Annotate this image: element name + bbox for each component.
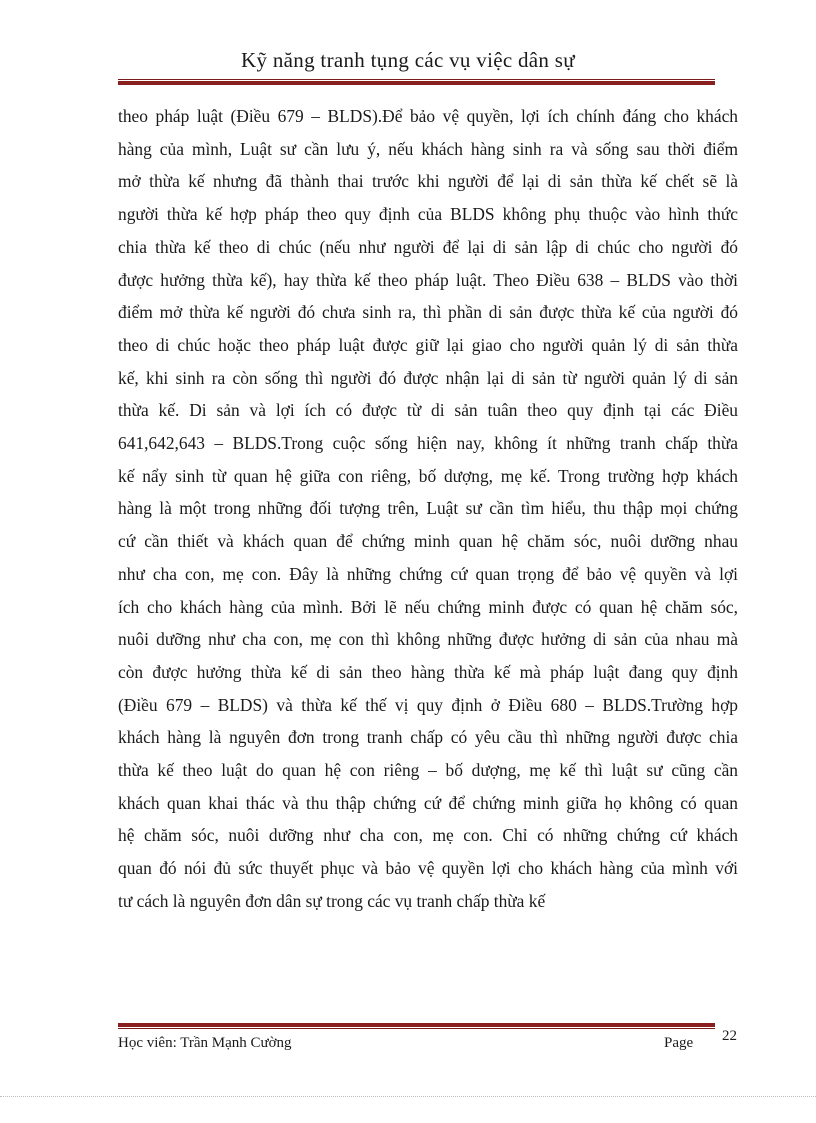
footer-page-label: Page (664, 1035, 694, 1051)
body-line: nuôi dưỡng như cha con, mẹ con thì không những được hưởng di sản của nhau mà (118, 629, 738, 650)
body-line: hệ chăm sóc, nuôi dưỡng như cha con, mẹ con. Chỉ có những chứng cứ khách (118, 825, 738, 846)
body-line: như cha con, mẹ con. Đây là những chứng cứ quan trọng để bảo vệ quyền và lợi (118, 563, 738, 584)
body-line: tư cách là nguyên đơn dân sự trong các vụ tranh chấp thừa kế (118, 890, 546, 911)
body-line: quan đó nói đủ sức thuyết phục và bảo vệ quyền lợi cho khách hàng của mình với (118, 858, 738, 879)
body-line: khách hàng là nguyên đơn trong tranh chấp có yêu cầu thì những người được chia (118, 727, 738, 748)
body-line: (Điều 679 – BLDS) và thừa kế thế vị quy định ở Điều 680 – BLDS.Trường hợp (118, 694, 738, 715)
body-line: kế nẩy sinh từ quan hệ giữa con riêng, bố dượng, mẹ kế. Trong trường hợp khách (118, 465, 738, 486)
body-line: cứ cần thiết và khách quan để chứng minh quan hệ chăm sóc, nuôi dưỡng nhau (118, 531, 738, 552)
page-header-title: Kỹ năng tranh tụng các vụ việc dân sự (241, 48, 575, 72)
footer-page-number: 22 (722, 1028, 737, 1044)
body-line: được hưởng thừa kế), hay thừa kế theo pháp luật. Theo Điều 638 – BLDS vào thời (118, 269, 738, 290)
document-body (118, 100, 738, 918)
footer-divider-thick (118, 1023, 715, 1027)
body-line: theo di chúc hoặc theo pháp luật được giữ lại giao cho người quản lý di sản thừa (118, 334, 738, 355)
body-line: chia thừa kế theo di chúc (nếu như người để lại di sản lập di chúc cho người đó (118, 236, 738, 257)
body-line: thừa kế theo luật do quan hệ con riêng – bố dượng, mẹ kế thì luật sư cũng cần (118, 760, 738, 781)
body-line: 641,642,643 – BLDS.Trong cuộc sống hiện nay, không ít những tranh chấp thừa (118, 433, 738, 454)
body-line: còn được hưởng thừa kế di sản theo hàng thừa kế mà pháp luật đang quy định (118, 661, 738, 682)
page-bottom-boundary (0, 1096, 816, 1097)
header-divider-thick (118, 81, 715, 85)
body-line: khách quan khai thác và thu thập chứng cứ để chứng minh giữa họ không có quan (118, 792, 738, 813)
header-divider-thin (118, 79, 715, 80)
body-line: ích cho khách hàng của mình. Bởi lẽ nếu chứng minh được có quan hệ chăm sóc, (118, 596, 738, 617)
footer-divider-thin (118, 1028, 715, 1029)
body-line: mở thừa kế nhưng đã thành thai trước khi người để lại di sản thừa kế chết sẽ là (118, 171, 738, 192)
body-line: hàng của mình, Luật sư cần lưu ý, nếu khách hàng sinh ra và sống sau thời điểm (118, 138, 738, 159)
body-line: người thừa kế hợp pháp theo quy định của BLDS không phụ thuộc vào hình thức (118, 204, 738, 225)
body-line: hàng là một trong những đối tượng trên, Luật sư cần tìm hiểu, thu thập mọi chứng (118, 498, 738, 519)
footer-student-name: Học viên: Trần Mạnh Cường (118, 1035, 292, 1051)
body-line: thừa kế. Di sản và lợi ích có được từ di sản tuân theo quy định tại các Điều (118, 400, 738, 421)
body-line: theo pháp luật (Điều 679 – BLDS).Để bảo vệ quyền, lợi ích chính đáng cho khách (118, 106, 738, 126)
body-line: kế, khi sinh ra còn sống thì người đó được nhận lại di sản từ người quản lý di sản (118, 367, 738, 388)
body-line: điểm mở thừa kế người đó chưa sinh ra, thì phần di sản được thừa kế của người đó (118, 302, 738, 323)
